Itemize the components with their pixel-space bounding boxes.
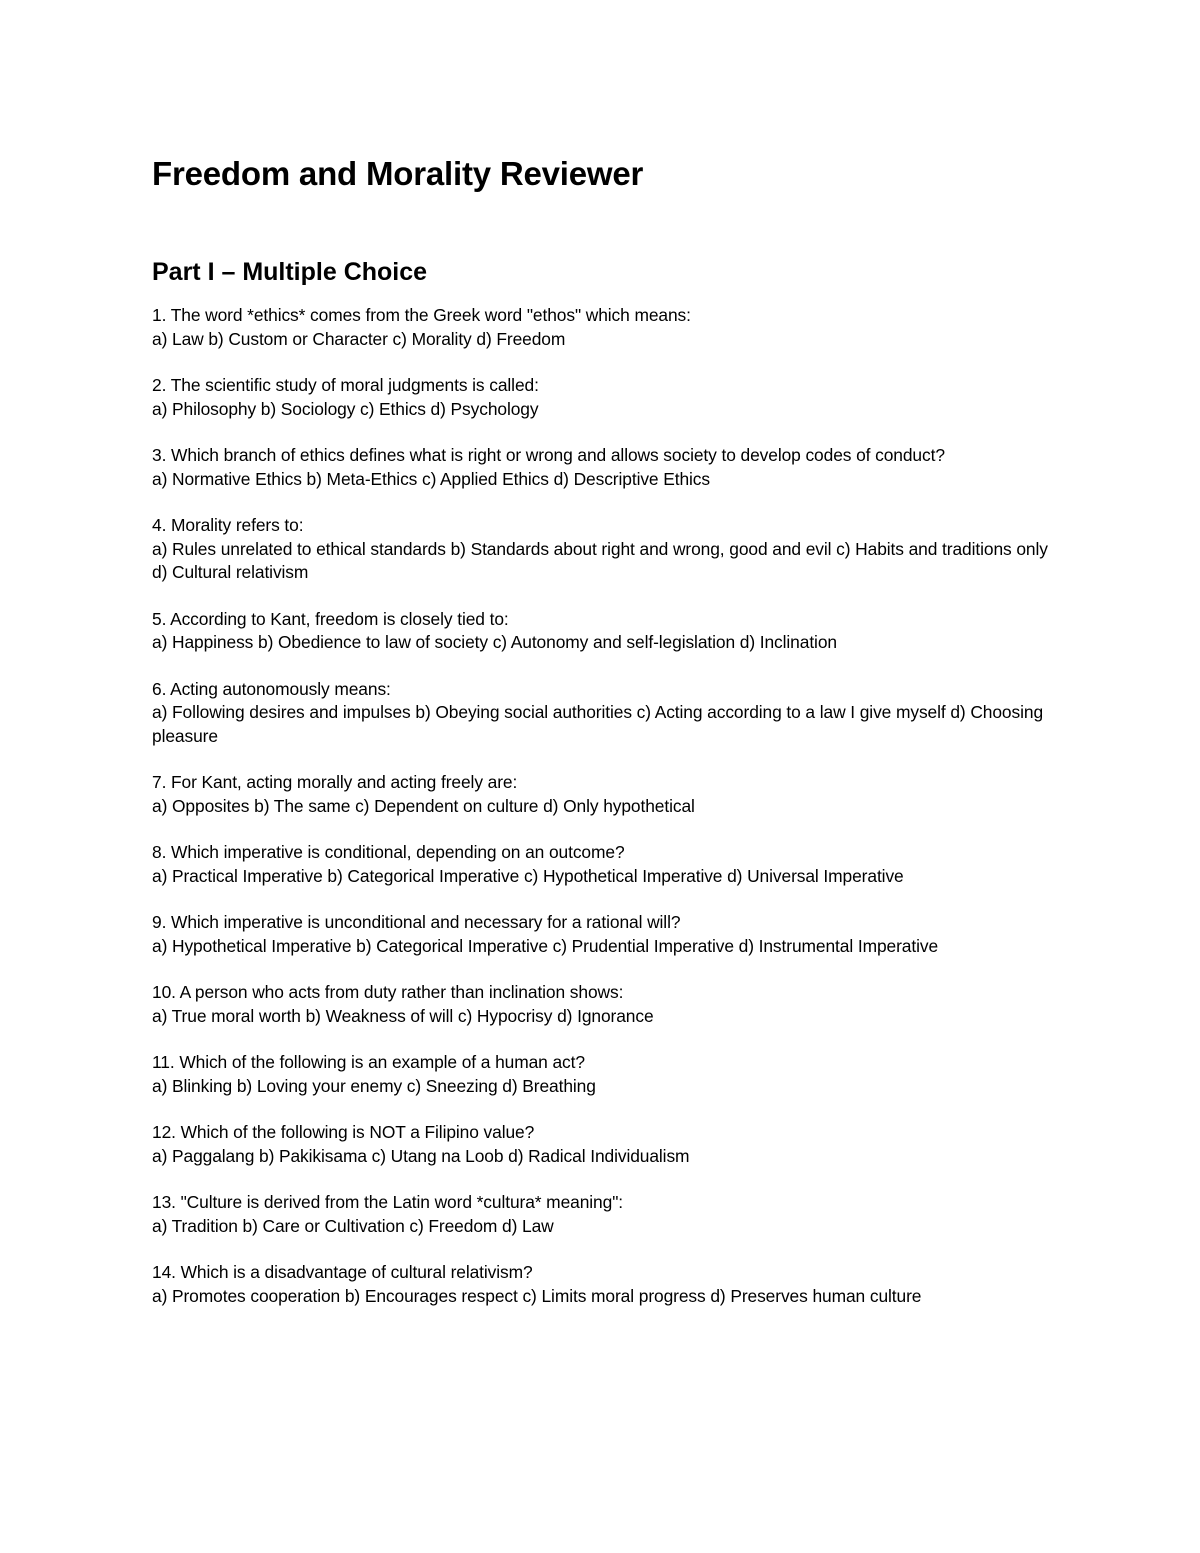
- question-item: [152, 981, 1052, 1028]
- question-choices: a) Rules unrelated to ethical standards b) Standards about right and wrong, good and evil c) Habits and traditions only d) Cultural relativism: [152, 538, 1048, 582]
- question-item: [152, 771, 1052, 818]
- question-choices: a) Opposites b) The same c) Dependent on culture d) Only hypothetical: [152, 795, 695, 816]
- question-choices: a) Normative Ethics b) Meta-Ethics c) Applied Ethics d) Descriptive Ethics: [152, 468, 710, 489]
- document-title: Freedom and Morality Reviewer: [152, 155, 644, 192]
- question-text: 13. "Culture is derived from the Latin word *cultura* meaning":: [152, 1192, 624, 1212]
- question-text: 12. Which of the following is NOT a Filipino value?: [152, 1122, 535, 1142]
- question-text: 6. Acting autonomously means:: [152, 678, 391, 699]
- question-text: 2. The scientific study of moral judgments is called:: [152, 375, 539, 395]
- question-list: [152, 304, 1052, 1331]
- question-choices: a) Happiness b) Obedience to law of society c) Autonomy and self-legislation d) Inclination: [152, 632, 837, 652]
- question-choices: a) Promotes cooperation b) Encourages respect c) Limits moral progress d) Preserves human culture: [152, 1285, 922, 1306]
- question-item: [152, 911, 1052, 958]
- question-item: [152, 1261, 1052, 1308]
- question-choices: a) Paggalang b) Pakikisama c) Utang na Loob d) Radical Individualism: [152, 1145, 690, 1166]
- question-choices: a) True moral worth b) Weakness of will c) Hypocrisy d) Ignorance: [152, 1005, 654, 1026]
- question-item: [152, 608, 1052, 655]
- question-text: 14. Which is a disadvantage of cultural relativism?: [152, 1262, 533, 1282]
- question-text: 5. According to Kant, freedom is closely tied to:: [152, 608, 509, 629]
- question-choices: a) Law b) Custom or Character c) Morality d) Freedom: [152, 328, 566, 349]
- question-text: 3. Which branch of ethics defines what is right or wrong and allows society to develop codes of conduct?: [152, 445, 945, 465]
- question-item: [152, 304, 1052, 351]
- document-content: [152, 152, 1052, 1306]
- question-choices: a) Blinking b) Loving your enemy c) Sneezing d) Breathing: [152, 1075, 596, 1096]
- question-item: [152, 678, 1052, 749]
- question-item: [152, 1121, 1052, 1168]
- question-item: [152, 1051, 1052, 1098]
- question-item: [152, 514, 1052, 585]
- question-text: 10. A person who acts from duty rather than inclination shows:: [152, 982, 624, 1002]
- question-item: [152, 374, 1052, 421]
- question-choices: a) Tradition b) Care or Cultivation c) Freedom d) Law: [152, 1215, 554, 1236]
- question-item: [152, 444, 1052, 491]
- question-choices: a) Hypothetical Imperative b) Categorical Imperative c) Prudential Imperative d) Instrumental Imperative: [152, 935, 939, 956]
- question-item: [152, 841, 1052, 888]
- question-choices: a) Practical Imperative b) Categorical Imperative c) Hypothetical Imperative d) Universal Imperative: [152, 865, 904, 886]
- question-choices: a) Following desires and impulses b) Obeying social authorities c) Acting according to a law I give myself d) Choosing pleasure: [152, 702, 1044, 746]
- question-item: [152, 1191, 1052, 1238]
- question-text: 7. For Kant, acting morally and acting freely are:: [152, 772, 518, 792]
- question-text: 4. Morality refers to:: [152, 515, 304, 535]
- question-text: 1. The word *ethics* comes from the Greek word "ethos" which means:: [152, 305, 691, 325]
- question-text: 8. Which imperative is conditional, depending on an outcome?: [152, 842, 625, 862]
- question-choices: a) Philosophy b) Sociology c) Ethics d) Psychology: [152, 398, 539, 419]
- question-text: 11. Which of the following is an example of a human act?: [152, 1052, 585, 1072]
- section-heading: Part I – Multiple Choice: [152, 258, 428, 286]
- question-text: 9. Which imperative is unconditional and necessary for a rational will?: [152, 912, 681, 932]
